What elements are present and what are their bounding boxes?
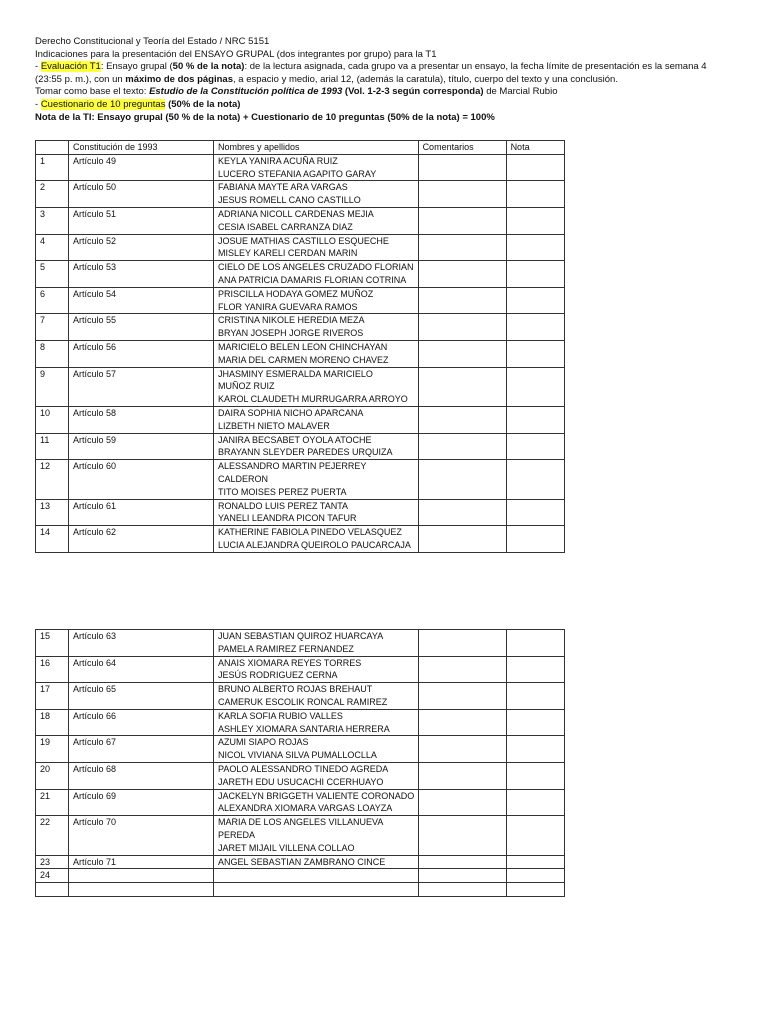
- student-name: PRISCILLA HODAYA GOMEZ MUÑOZ: [218, 288, 374, 299]
- table-row: [36, 207, 565, 234]
- grade-cell[interactable]: [507, 789, 565, 816]
- group-number: 2: [36, 181, 69, 208]
- names-cell: [214, 683, 419, 710]
- grade-cell[interactable]: [507, 656, 565, 683]
- article-cell: Artículo 63: [69, 630, 214, 657]
- article-cell: Artículo 69: [69, 789, 214, 816]
- comments-cell[interactable]: [419, 683, 507, 710]
- instructions-heading: Indicaciones para la presentación del ENSAYO GRUPAL (dos integrantes por grupo) para la T1: [35, 48, 437, 60]
- article-cell: Artículo 52: [69, 234, 214, 261]
- comments-cell[interactable]: [418, 287, 506, 314]
- table-row: [36, 816, 565, 855]
- comments-cell[interactable]: [419, 630, 507, 657]
- comments-cell[interactable]: [419, 762, 507, 789]
- names-cell: [214, 367, 419, 406]
- grade-cell[interactable]: [507, 709, 565, 736]
- student-name: ALEXANDRA XIOMARA VARGAS LOAYZA: [218, 803, 393, 814]
- table-row: [36, 314, 565, 341]
- group-number: 5: [36, 261, 69, 288]
- table-row: [36, 883, 565, 897]
- grade-cell[interactable]: [507, 762, 565, 789]
- comments-cell[interactable]: [419, 656, 507, 683]
- names-cell: [214, 656, 419, 683]
- grade-cell[interactable]: [506, 340, 564, 367]
- article-cell: Artículo 58: [69, 406, 214, 433]
- grade-cell[interactable]: [506, 433, 564, 460]
- names-cell: [214, 234, 419, 261]
- format-line: (23:55 p. m.), con un máximo de dos páginas, a espacio y medio, arial 12, (además la caratula), título, cuerpo del texto y una conclusión.: [35, 73, 618, 85]
- comments-cell[interactable]: [418, 340, 506, 367]
- comments-cell[interactable]: [418, 207, 506, 234]
- evaluation-line: - Evaluación T1: Ensayo grupal (50 % de la nota): de la lectura asignada, cada grupo va a presentar un ensayo, la fecha límite de presentación es la semana 4: [35, 61, 707, 73]
- student-name: BRUNO ALBERTO ROJAS BREHAUT: [218, 684, 373, 695]
- group-number: 18: [36, 709, 69, 736]
- grade-cell[interactable]: [507, 869, 565, 883]
- names-cell: [214, 314, 419, 341]
- instructions-block: [35, 36, 765, 124]
- student-name: ADRIANA NICOLL CARDENAS MEJIA: [218, 208, 374, 219]
- grade-cell[interactable]: [507, 816, 565, 855]
- student-name: CALDERON: [218, 473, 269, 484]
- table-header-row: [36, 141, 565, 155]
- group-number: 6: [36, 287, 69, 314]
- grade-cell[interactable]: [506, 181, 564, 208]
- table-row: [36, 406, 565, 433]
- article-cell: Artículo 53: [69, 261, 214, 288]
- group-number: 14: [36, 526, 69, 553]
- student-name: [218, 883, 414, 896]
- names-cell: [214, 789, 419, 816]
- grade-cell[interactable]: [506, 314, 564, 341]
- comments-cell[interactable]: [418, 261, 506, 288]
- names-cell: [214, 526, 419, 553]
- table-row: [36, 460, 565, 499]
- student-name: CIELO DE LOS ANGELES CRUZADO FLORIAN: [218, 262, 414, 273]
- names-cell: [214, 460, 419, 499]
- table-row: [36, 367, 565, 406]
- header-names: Nombres y apellidos: [214, 141, 419, 155]
- student-name: KARLA SOFIA RUBIO VALLES: [218, 710, 343, 721]
- student-name: ASHLEY XIOMARA SANTARIA HERRERA: [218, 723, 390, 734]
- table-row: [36, 499, 565, 526]
- table-row: [36, 526, 565, 553]
- comments-cell[interactable]: [419, 736, 507, 763]
- article-cell: Artículo 71: [69, 855, 214, 869]
- student-name: ALESSANDRO MARTIN PEJERREY: [218, 461, 367, 472]
- student-name: LUCIA ALEJANDRA QUEIROLO PAUCARCAJA: [218, 539, 411, 550]
- comments-cell[interactable]: [419, 709, 507, 736]
- student-name: TITO MOISES PEREZ PUERTA: [218, 486, 347, 497]
- groups-table-1: [35, 140, 565, 553]
- student-name: YANELI LEANDRA PICON TAFUR: [218, 513, 357, 524]
- grade-cell[interactable]: [506, 287, 564, 314]
- names-cell: [214, 261, 419, 288]
- student-name: BRYAN JOSEPH JORGE RIVEROS: [218, 328, 364, 339]
- comments-cell[interactable]: [418, 234, 506, 261]
- comments-cell[interactable]: [418, 314, 506, 341]
- grade-cell[interactable]: [506, 499, 564, 526]
- table-row: [36, 656, 565, 683]
- grade-cell[interactable]: [506, 207, 564, 234]
- group-number: 10: [36, 406, 69, 433]
- article-cell: Artículo 67: [69, 736, 214, 763]
- student-name: MARIA DEL CARMEN MORENO CHAVEZ: [218, 354, 389, 365]
- group-number: 21: [36, 789, 69, 816]
- article-cell: Artículo 55: [69, 314, 214, 341]
- grade-cell[interactable]: [507, 630, 565, 657]
- table-row: [36, 234, 565, 261]
- student-name: DAIRA SOPHIA NICHO APARCANA: [218, 407, 364, 418]
- course-title: Derecho Constitucional y Teoría del Estado / NRC 5151: [35, 36, 270, 47]
- comments-cell[interactable]: [418, 499, 506, 526]
- grade-formula-line: Nota de la TI: Ensayo grupal (50 % de la nota) + Cuestionario de 10 preguntas (50% de la nota) = 100%: [35, 111, 495, 123]
- table-row: [36, 869, 565, 883]
- names-cell: [214, 499, 419, 526]
- grade-cell[interactable]: [506, 154, 564, 181]
- names-cell: [214, 340, 419, 367]
- article-cell: Artículo 60: [69, 460, 214, 499]
- article-cell: Artículo 51: [69, 207, 214, 234]
- student-name: MISLEY KARELI CERDAN MARIN: [218, 248, 358, 259]
- student-name: MARIA DE LOS ANGELES VILLANUEVA: [218, 817, 384, 828]
- group-number: 3: [36, 207, 69, 234]
- group-number: 11: [36, 433, 69, 460]
- questionnaire-highlight: Cuestionario de 10 preguntas: [40, 98, 166, 110]
- student-name: PAMELA RAMIREZ FERNANDEZ: [218, 643, 354, 654]
- student-name: LUCERO STEFANIA AGAPITO GARAY: [218, 168, 377, 179]
- table-row: [36, 736, 565, 763]
- student-name: KEYLA YANIRA ACUÑA RUIZ: [218, 155, 338, 166]
- source-text-line: Tomar como base el texto: Estudio de la Constitución política de 1993 (Vol. 1-2-3 según corresponda) de Marcial Rubio: [35, 86, 558, 98]
- student-name: JARET MIJAIL VILLENA COLLAO: [218, 842, 355, 853]
- group-number: 16: [36, 656, 69, 683]
- names-cell: [214, 287, 419, 314]
- comments-cell[interactable]: [419, 816, 507, 855]
- grade-cell[interactable]: [506, 526, 564, 553]
- student-name: KAROL CLAUDETH MURRUGARRA ARROYO: [218, 394, 408, 405]
- article-cell: Artículo 64: [69, 656, 214, 683]
- table-row: [36, 709, 565, 736]
- student-name: CAMERUK ESCOLIK RONCAL RAMIREZ: [218, 696, 388, 707]
- table-row: [36, 762, 565, 789]
- student-name: JANIRA BECSABET OYOLA ATOCHE: [218, 434, 372, 445]
- article-cell: Artículo 70: [69, 816, 214, 855]
- student-name: LIZBETH NIETO MALAVER: [218, 420, 330, 431]
- student-name: MUÑOZ RUIZ: [218, 381, 275, 392]
- group-number: 23: [36, 855, 69, 869]
- names-cell: [214, 736, 419, 763]
- header-constitution: Constitución de 1993: [69, 141, 214, 155]
- group-number: 13: [36, 499, 69, 526]
- student-name: BRAYANN SLEYDER PAREDES URQUIZA: [218, 447, 393, 458]
- table-row: [36, 261, 565, 288]
- group-number: 19: [36, 736, 69, 763]
- group-number: 12: [36, 460, 69, 499]
- header-number: [36, 141, 69, 155]
- student-name: JARETH EDU USUCACHI CCERHUAYO: [218, 776, 384, 787]
- article-cell: Artículo 61: [69, 499, 214, 526]
- group-number: 9: [36, 367, 69, 406]
- names-cell: [214, 762, 419, 789]
- table-row: [36, 683, 565, 710]
- table-row: [36, 287, 565, 314]
- student-name: AZUMI SIAPO ROJAS: [218, 737, 309, 748]
- article-cell: [69, 883, 214, 897]
- student-name: ANA PATRICIA DAMARIS FLORIAN COTRINA: [218, 274, 407, 285]
- article-cell: [69, 869, 214, 883]
- student-name: NICOL VIVIANA SILVA PUMALLOCLLA: [218, 750, 377, 761]
- article-cell: Artículo 57: [69, 367, 214, 406]
- group-number: 17: [36, 683, 69, 710]
- group-number: 22: [36, 816, 69, 855]
- table-row: [36, 340, 565, 367]
- evaluation-highlight: Evaluación T1: [40, 61, 101, 73]
- group-number: 4: [36, 234, 69, 261]
- group-number: 24: [36, 869, 69, 883]
- student-name: ANGEL SEBASTIAN ZAMBRANO CINCE: [218, 856, 386, 867]
- comments-cell[interactable]: [418, 526, 506, 553]
- student-name: JESUS ROMELL CANO CASTILLO: [218, 195, 361, 206]
- names-cell: [214, 855, 419, 869]
- names-cell: [214, 207, 419, 234]
- table-row: [36, 433, 565, 460]
- comments-cell[interactable]: [418, 154, 506, 181]
- questionnaire-line: - Cuestionario de 10 preguntas (50% de la nota): [35, 98, 241, 110]
- header-grade: Nota: [506, 141, 564, 155]
- group-number: 8: [36, 340, 69, 367]
- table-row: [36, 154, 565, 181]
- student-name: JOSUE MATHIAS CASTILLO ESQUECHE: [218, 235, 389, 246]
- names-cell: [214, 869, 419, 883]
- student-name: FABIANA MAYTE ARA VARGAS: [218, 182, 348, 193]
- comments-cell[interactable]: [419, 855, 507, 869]
- grade-cell[interactable]: [507, 855, 565, 869]
- comments-cell[interactable]: [419, 869, 507, 883]
- article-cell: Artículo 59: [69, 433, 214, 460]
- grade-cell[interactable]: [507, 683, 565, 710]
- table-row: [36, 181, 565, 208]
- names-cell: [214, 883, 419, 897]
- grade-cell[interactable]: [506, 261, 564, 288]
- student-name: JHASMINY ESMERALDA MARICIELO: [218, 368, 373, 379]
- article-cell: Artículo 66: [69, 709, 214, 736]
- student-name: [218, 869, 414, 882]
- comments-cell[interactable]: [418, 181, 506, 208]
- student-name: CESIA ISABEL CARRANZA DIAZ: [218, 221, 353, 232]
- names-cell: [214, 816, 419, 855]
- article-cell: Artículo 49: [69, 154, 214, 181]
- names-cell: [214, 406, 419, 433]
- table-row: [36, 855, 565, 869]
- student-name: FLOR YANIRA GUEVARA RAMOS: [218, 301, 358, 312]
- group-number: [36, 883, 69, 897]
- group-number: 1: [36, 154, 69, 181]
- student-name: PAOLO ALESSANDRO TINEDO AGREDA: [218, 763, 389, 774]
- group-number: 20: [36, 762, 69, 789]
- names-cell: [214, 630, 419, 657]
- student-name: MARICIELO BELEN LEON CHINCHAYAN: [218, 341, 388, 352]
- names-cell: [214, 154, 419, 181]
- comments-cell[interactable]: [419, 789, 507, 816]
- student-name: KATHERINE FABIOLA PINEDO VELASQUEZ: [218, 527, 402, 538]
- grade-cell[interactable]: [507, 883, 565, 897]
- comments-cell[interactable]: [418, 433, 506, 460]
- student-name: JACKELYN BRIGGETH VALIENTE CORONADO: [218, 790, 415, 801]
- names-cell: [214, 709, 419, 736]
- student-name: JESÚS RODRIGUEZ CERNA: [218, 670, 338, 681]
- groups-table-2: [35, 629, 565, 897]
- student-name: CRISTINA NIKOLE HEREDIA MEZA: [218, 315, 365, 326]
- names-cell: [214, 181, 419, 208]
- group-number: 15: [36, 630, 69, 657]
- names-cell: [214, 433, 419, 460]
- article-cell: Artículo 50: [69, 181, 214, 208]
- comments-cell[interactable]: [418, 460, 506, 499]
- comments-cell[interactable]: [418, 367, 506, 406]
- article-cell: Artículo 68: [69, 762, 214, 789]
- article-cell: Artículo 56: [69, 340, 214, 367]
- table-row: [36, 630, 565, 657]
- article-cell: Artículo 54: [69, 287, 214, 314]
- grade-cell[interactable]: [506, 367, 564, 406]
- grade-cell[interactable]: [506, 460, 564, 499]
- comments-cell[interactable]: [418, 406, 506, 433]
- table-row: [36, 789, 565, 816]
- header-comments: Comentarios: [418, 141, 506, 155]
- student-name: ANAIS XIOMARA REYES TORRES: [218, 657, 362, 668]
- student-name: PEREDA: [218, 829, 256, 840]
- comments-cell[interactable]: [419, 883, 507, 897]
- student-name: RONALDO LUIS PEREZ TANTA: [218, 500, 349, 511]
- group-number: 7: [36, 314, 69, 341]
- article-cell: Artículo 65: [69, 683, 214, 710]
- grade-cell[interactable]: [506, 234, 564, 261]
- student-name: JUAN SEBASTIAN QUIROZ HUARCAYA: [218, 631, 384, 641]
- grade-cell[interactable]: [507, 736, 565, 763]
- grade-cell[interactable]: [506, 406, 564, 433]
- article-cell: Artículo 62: [69, 526, 214, 553]
